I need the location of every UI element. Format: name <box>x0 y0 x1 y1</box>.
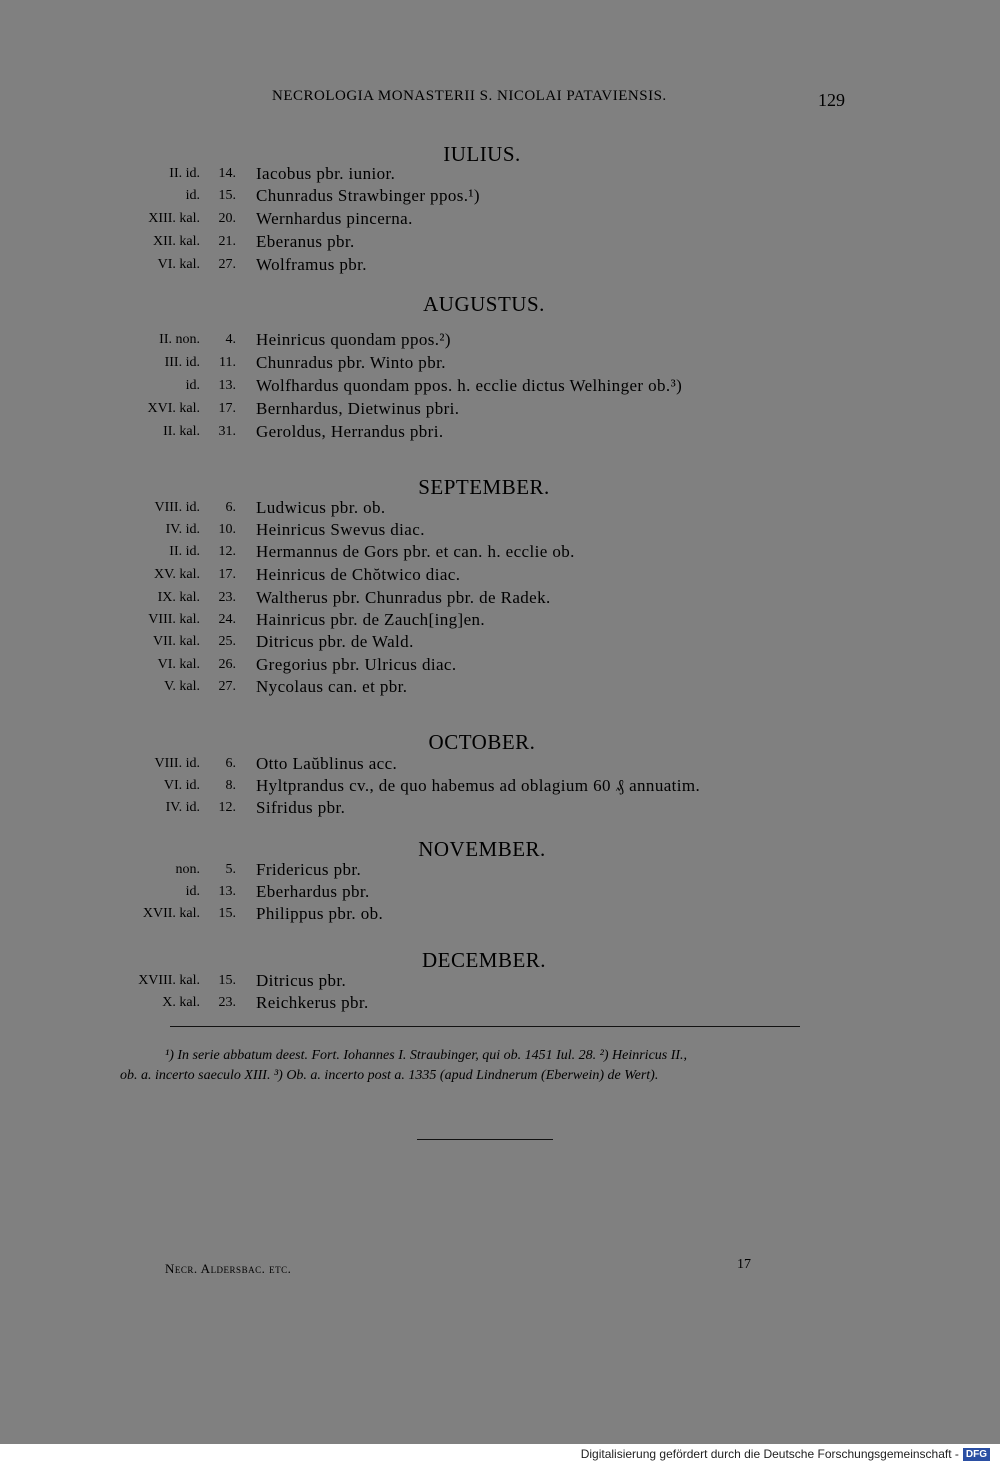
entry-text: Iacobus pbr. iunior. <box>256 164 396 183</box>
necrology-entry <box>0 542 1000 564</box>
necrology-entry <box>0 860 1000 882</box>
funding-text: Digitalisierung gefördert durch die Deutsche Forschungsgemeinschaft - <box>580 1447 959 1461</box>
month-heading: AUGUSTUS. <box>423 292 545 316</box>
calendar-date: VI. id. <box>163 778 200 793</box>
entry-text: Eberhardus pbr. <box>256 882 370 901</box>
necrology-entry <box>0 776 1000 798</box>
calendar-date: IX. kal. <box>157 590 200 605</box>
necrology-entry <box>0 209 1000 231</box>
day-number: 31. <box>218 424 236 439</box>
entry-text: Reichkerus pbr. <box>256 993 369 1012</box>
month-heading: DECEMBER. <box>421 948 547 972</box>
necrology-entry <box>0 353 1000 375</box>
necrology-entry <box>0 330 1000 352</box>
calendar-date: IV. id. <box>165 800 200 815</box>
calendar-date: XII. kal. <box>152 234 200 249</box>
calendar-date: III. id. <box>164 355 200 370</box>
entry-text: Philippus pbr. ob. <box>256 904 384 923</box>
entry-text: Ditricus pbr. <box>256 971 347 990</box>
calendar-date: VIII. id. <box>154 500 200 515</box>
day-number: 20. <box>218 211 236 226</box>
entry-text: Heinricus Swevus diac. <box>256 520 425 539</box>
entry-text: Heinricus quondam ppos.²) <box>256 330 451 349</box>
day-number: 17. <box>218 567 236 582</box>
calendar-date: VII. kal. <box>152 634 200 649</box>
necrology-entry <box>0 399 1000 421</box>
necrology-entry <box>0 186 1000 208</box>
entry-text: Ditricus pbr. de Wald. <box>256 632 414 651</box>
month-heading: OCTOBER. <box>428 730 536 754</box>
necrology-entry <box>0 904 1000 926</box>
necrology-entry <box>0 565 1000 587</box>
calendar-date: VI. kal. <box>157 257 200 272</box>
calendar-date: XVIII. kal. <box>138 973 200 988</box>
necrology-entry <box>0 655 1000 677</box>
necrology-entry <box>0 255 1000 277</box>
day-number: 25. <box>218 634 236 649</box>
day-number: 15. <box>218 188 236 203</box>
calendar-date: V. kal. <box>164 679 200 694</box>
day-number: 12. <box>218 800 236 815</box>
day-number: 13. <box>218 378 236 393</box>
necrology-entry <box>0 232 1000 254</box>
entry-text: Gregorius pbr. Ulricus diac. <box>256 655 457 674</box>
necrology-entry <box>0 498 1000 520</box>
footnote-line: ¹) In serie abbatum deest. Fort. Iohannes I. Straubinger, qui ob. 1451 Iul. 28. ²) Heinricus II., <box>165 1048 688 1063</box>
calendar-date: II. id. <box>169 166 200 181</box>
entry-text: Ludwicus pbr. ob. <box>256 498 386 517</box>
calendar-date: II. id. <box>169 544 200 559</box>
calendar-date: VIII. kal. <box>148 612 200 627</box>
day-number: 8. <box>225 778 236 793</box>
necrology-entry <box>0 164 1000 186</box>
footnote-rule <box>170 1026 800 1027</box>
day-number: 5. <box>225 862 236 877</box>
month-heading: SEPTEMBER. <box>418 475 550 499</box>
month-heading: IULIUS. <box>443 142 521 166</box>
calendar-date: XVII. kal. <box>142 906 200 921</box>
day-number: 6. <box>225 500 236 515</box>
day-number: 15. <box>218 973 236 988</box>
signature-line: Necr. Aldersbac. etc. <box>165 1261 292 1276</box>
necrology-entry <box>0 588 1000 610</box>
entry-text: Wolfhardus quondam ppos. h. ecclie dictus Welhinger ob.³) <box>256 376 683 395</box>
necrology-entry <box>0 520 1000 542</box>
entry-text: Nycolaus can. et pbr. <box>256 677 408 696</box>
entry-text: Eberanus pbr. <box>256 232 355 251</box>
entry-text: Wolframus pbr. <box>256 255 367 274</box>
running-title: NECROLOGIA MONASTERII S. NICOLAI PATAVIENSIS. <box>272 88 667 104</box>
entry-text: Heinricus de Chŏtwico diac. <box>256 565 461 584</box>
day-number: 10. <box>218 522 236 537</box>
entry-text: Bernhardus, Dietwinus pbri. <box>256 399 460 418</box>
calendar-date: id. <box>185 188 200 203</box>
day-number: 24. <box>218 612 236 627</box>
calendar-date: id. <box>185 884 200 899</box>
day-number: 6. <box>225 756 236 771</box>
calendar-date: X. kal. <box>162 995 200 1010</box>
entry-text: Hainricus pbr. de Zauch[ing]en. <box>256 610 486 629</box>
necrology-entry <box>0 798 1000 820</box>
day-number: 14. <box>218 166 236 181</box>
entry-text: Chunradus pbr. Winto pbr. <box>256 353 446 372</box>
entry-text: Chunradus Strawbinger ppos.¹) <box>256 186 480 205</box>
entry-text: Fridericus pbr. <box>256 860 362 879</box>
day-number: 21. <box>218 234 236 249</box>
day-number: 12. <box>218 544 236 559</box>
month-heading: NOVEMBER. <box>418 837 546 861</box>
necrology-entry <box>0 632 1000 654</box>
day-number: 23. <box>218 995 236 1010</box>
dfg-logo-icon: DFG <box>963 1448 990 1461</box>
day-number: 27. <box>218 257 236 272</box>
day-number: 17. <box>218 401 236 416</box>
necrology-entry <box>0 376 1000 398</box>
entry-text: Geroldus, Herrandus pbri. <box>256 422 444 441</box>
day-number: 23. <box>218 590 236 605</box>
necrology-entry <box>0 971 1000 993</box>
entry-text: Hermannus de Gors pbr. et can. h. ecclie ob. <box>256 542 575 561</box>
necrology-entry <box>0 677 1000 699</box>
entry-text: Wernhardus pincerna. <box>256 209 413 228</box>
calendar-date: IV. id. <box>165 522 200 537</box>
necrology-entry <box>0 754 1000 776</box>
necrology-entry <box>0 422 1000 444</box>
day-number: 4. <box>225 332 236 347</box>
calendar-date: II. kal. <box>163 424 200 439</box>
calendar-date: VI. kal. <box>157 657 200 672</box>
funding-notice <box>581 1447 990 1461</box>
calendar-date: XVI. kal. <box>147 401 200 416</box>
necrology-entry <box>0 993 1000 1015</box>
day-number: 13. <box>218 884 236 899</box>
calendar-date: non. <box>175 862 200 877</box>
day-number: 26. <box>218 657 236 672</box>
calendar-date: id. <box>185 378 200 393</box>
end-rule <box>417 1139 553 1140</box>
entry-text: Sifridus pbr. <box>256 798 346 817</box>
entry-text: Hyltprandus cv., de quo habemus ad oblagium 60 ₰ annuatim. <box>256 776 701 795</box>
entry-text: Waltherus pbr. Chunradus pbr. de Radek. <box>256 588 551 607</box>
day-number: 11. <box>219 355 236 370</box>
necrology-entry <box>0 882 1000 904</box>
calendar-date: XV. kal. <box>153 567 200 582</box>
day-number: 27. <box>218 679 236 694</box>
day-number: 15. <box>218 906 236 921</box>
necrology-entry <box>0 610 1000 632</box>
calendar-date: II. non. <box>159 332 200 347</box>
calendar-date: VIII. id. <box>154 756 200 771</box>
page-number: 129 <box>818 90 845 110</box>
entry-text: Otto Laŭblinus acc. <box>256 754 398 773</box>
signature-number: 17 <box>737 1257 751 1272</box>
footnote-line: ob. a. incerto saeculo XIII. ³) Ob. a. incerto post a. 1335 (apud Lindnerum (Eberwein) de Wert). <box>120 1068 659 1083</box>
calendar-date: XIII. kal. <box>148 211 200 226</box>
